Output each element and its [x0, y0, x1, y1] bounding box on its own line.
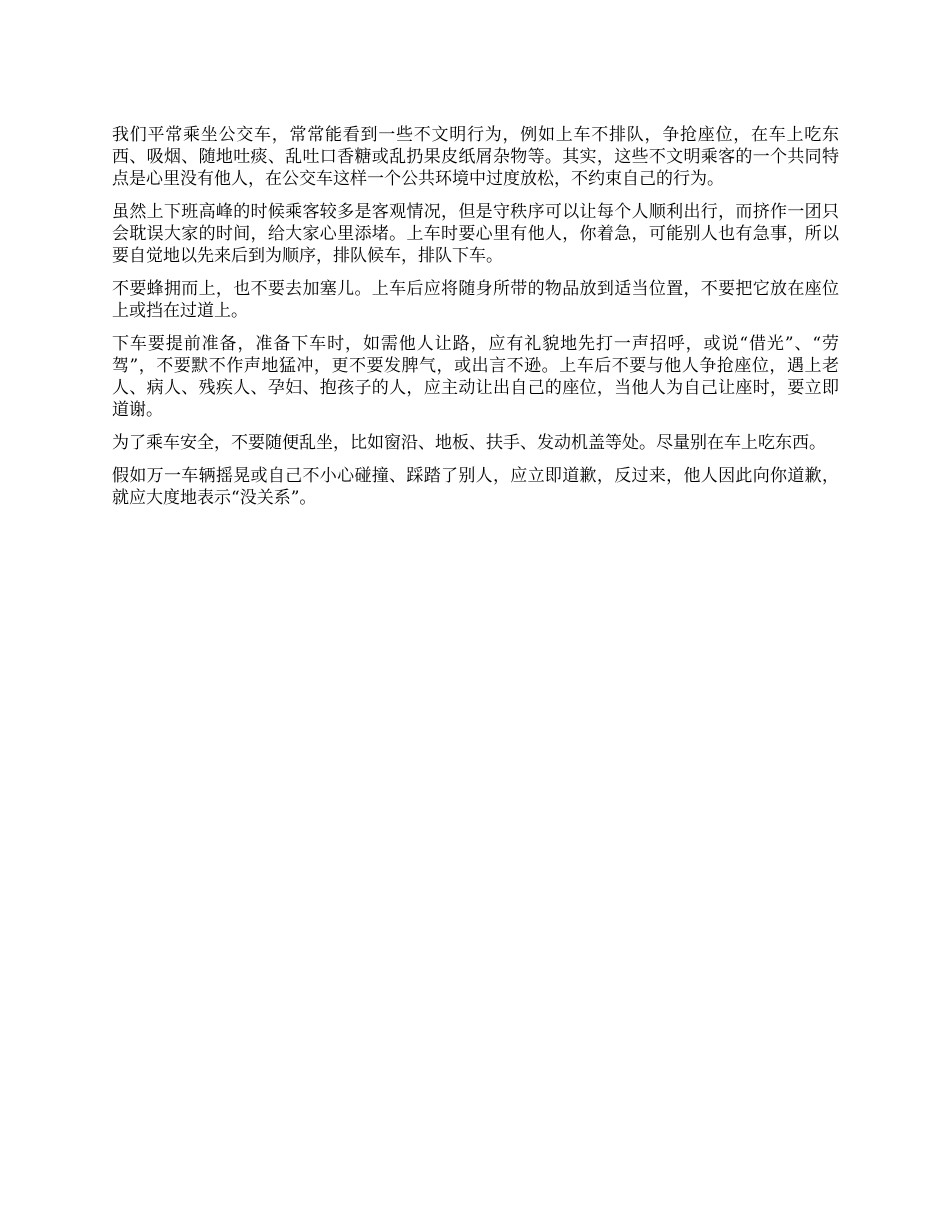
paragraph-3: 不要蜂拥而上，也不要去加塞儿。上车后应将随身所带的物品放到适当位置，不要把它放在座位上或挡在过道上。 [112, 279, 839, 321]
paragraph-6: 假如万一车辆摇晃或自己不小心碰撞、踩踏了别人，应立即道歉，反过来，他人因此向你道歉，就应大度地表示“没关系”。 [112, 466, 839, 508]
paragraph-1: 我们平常乘坐公交车，常常能看到一些不文明行为，例如上车不排队，争抢座位，在车上吃东西、吸烟、随地吐痰、乱吐口香糖或乱扔果皮纸屑杂物等。其实，这些不文明乘客的一个共同特点是心里没有他人，在公交车这样一个公共环境中过度放松，不约束自己的行为。 [112, 125, 839, 189]
document-body [112, 124, 839, 520]
paragraph-2: 虽然上下班高峰的时候乘客较多是客观情况，但是守秩序可以让每个人顺利出行，而挤作一团只会耽误大家的时间，给大家心里添堵。上车时要心里有他人，你着急，可能别人也有急事，所以要自觉地以先来后到为顺序，排队候车，排队下车。 [112, 202, 839, 266]
paragraph-4: 下车要提前准备，准备下车时，如需他人让路，应有礼貌地先打一声招呼，或说“借光”、“劳驾”，不要默不作声地猛冲，更不要发脾气，或出言不逊。上车后不要与他人争抢座位，遇上老人、病人、残疾人、孕妇、抱孩子的人，应主动让出自己的座位，当他人为自己让座时，要立即道谢。 [112, 334, 839, 420]
paragraph-5: 为了乘车安全，不要随便乱坐，比如窗沿、地板、扶手、发动机盖等处。尽量别在车上吃东西。 [112, 433, 826, 453]
